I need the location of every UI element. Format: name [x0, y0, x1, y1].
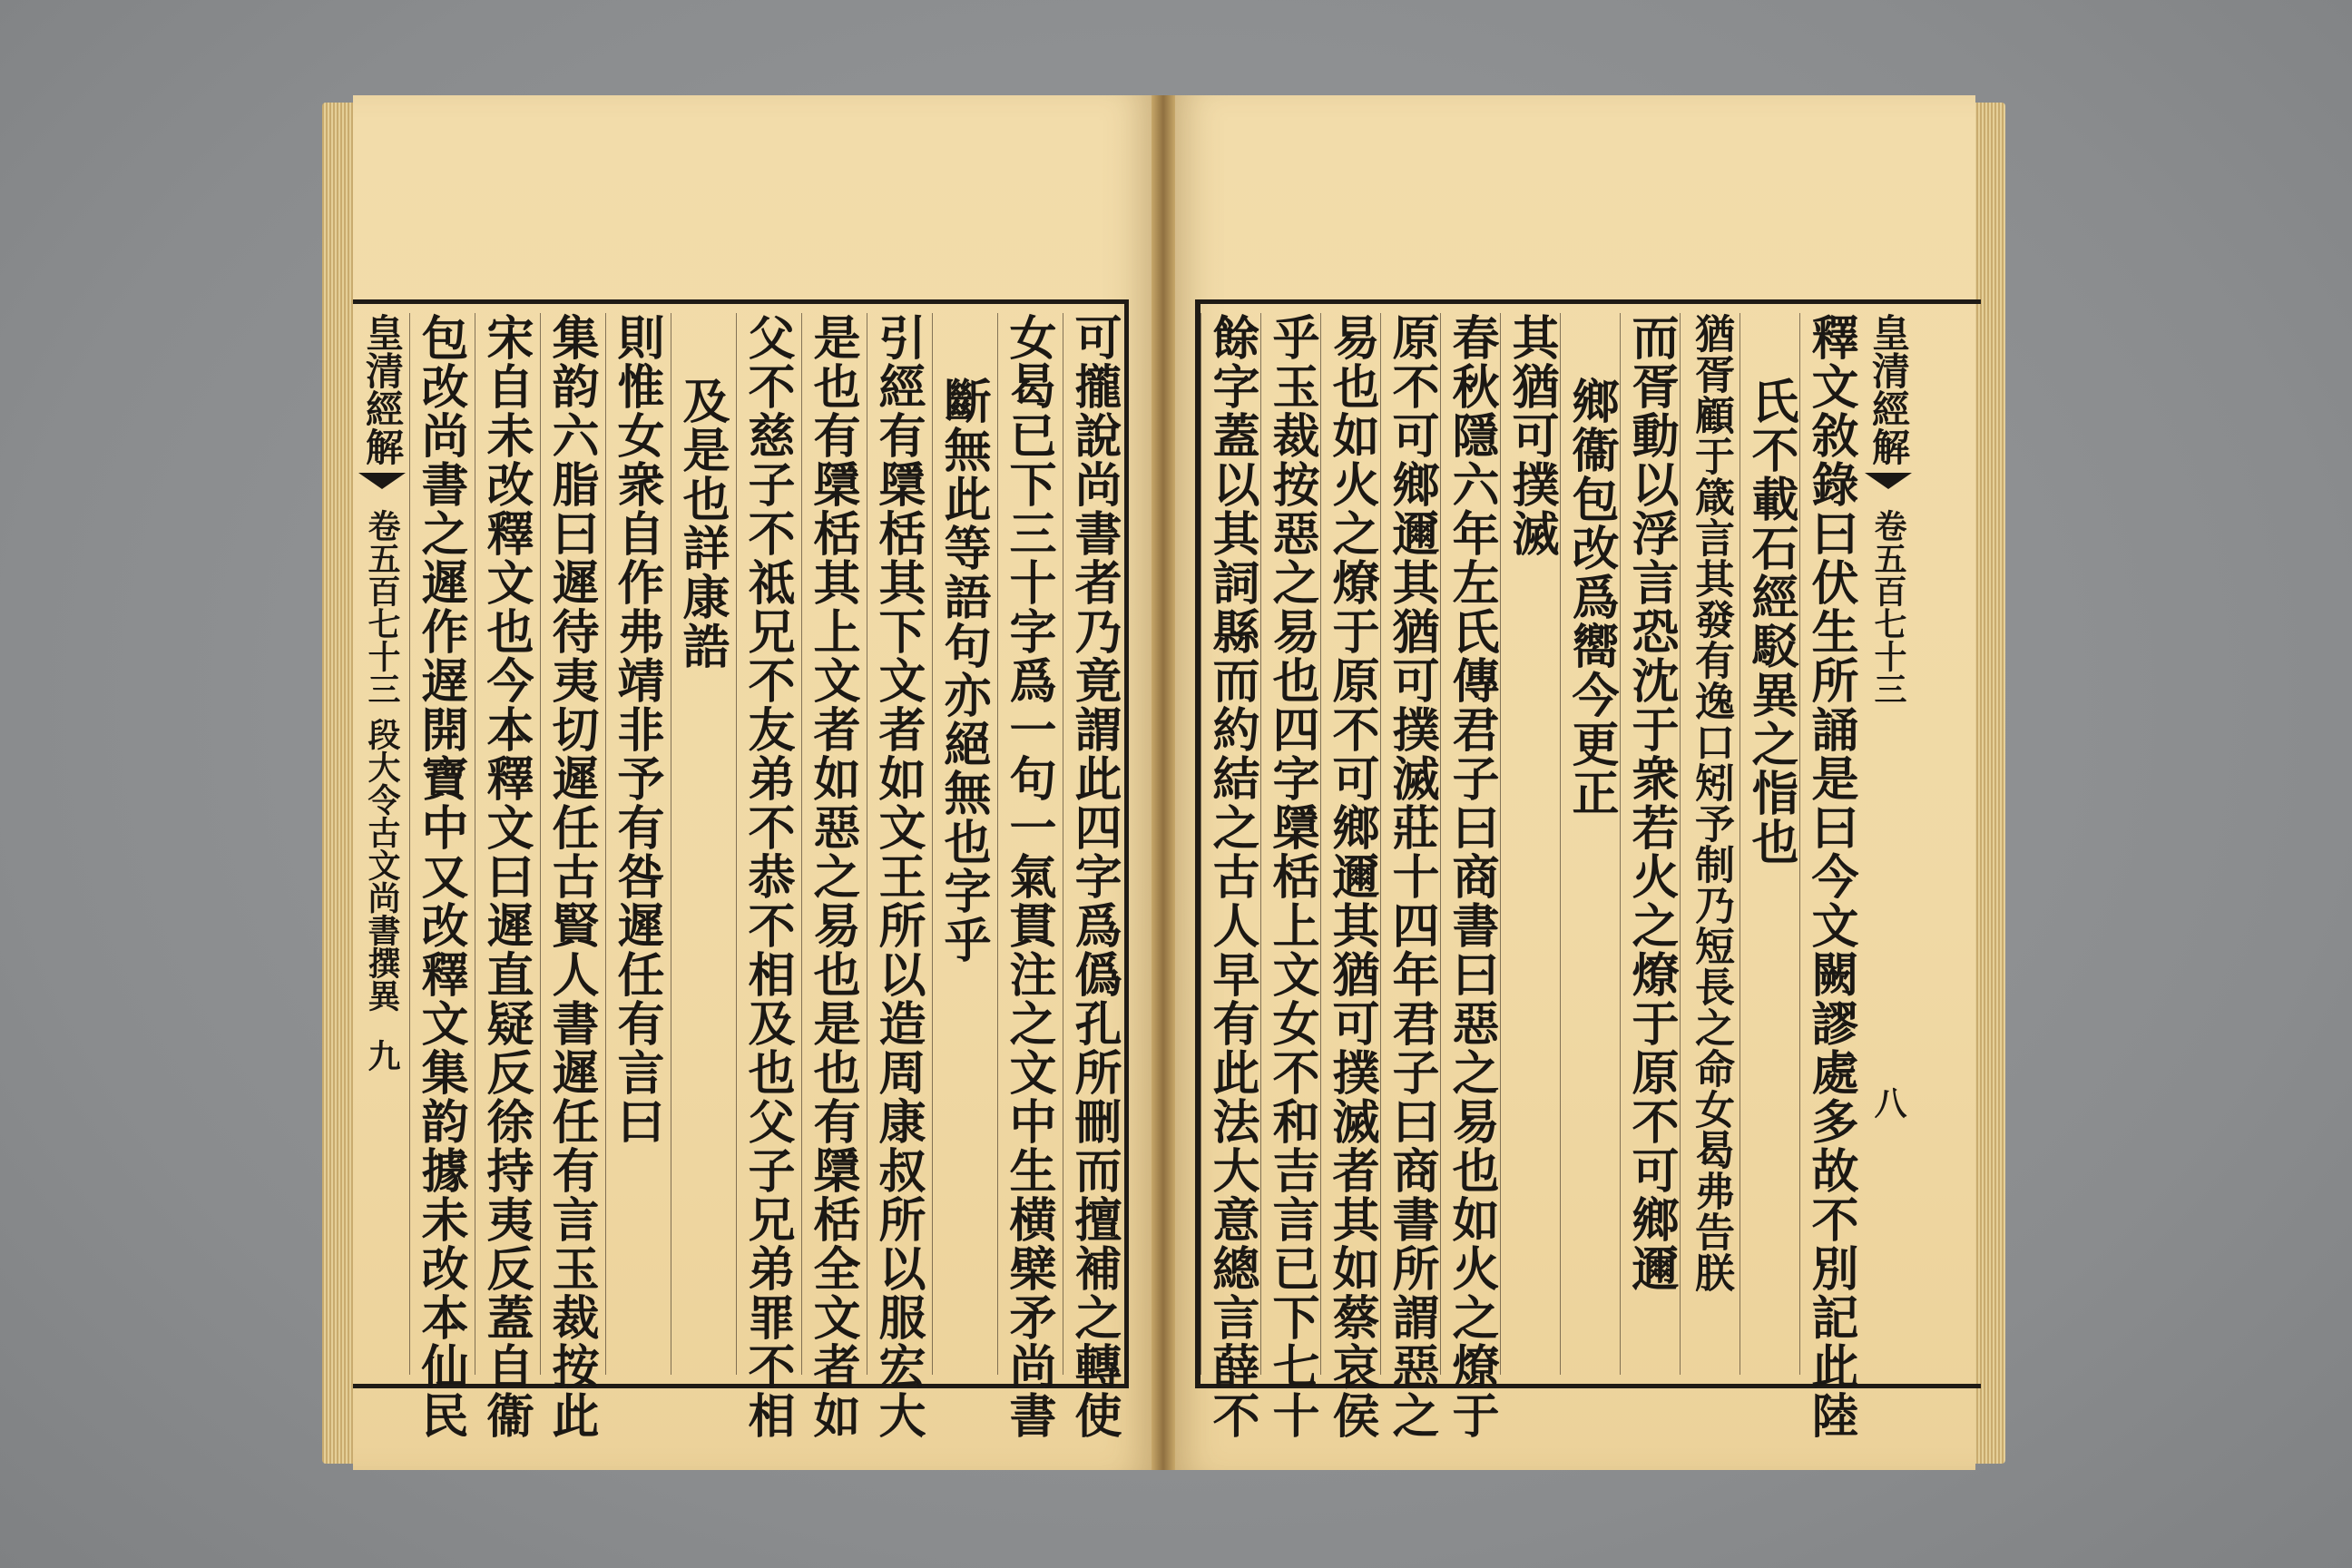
- text-column: 宋自未改釋文也今本釋文曰遲直疑反徐持夷反蓋自衞: [475, 313, 535, 1375]
- text-column: 氏不載石經駁異之恉也: [1740, 313, 1800, 1375]
- text-column: 父不慈子不祗兄不友弟不恭不相及也父子兄弟罪不相: [736, 313, 797, 1375]
- text-column: 而胥動以浮言恐沈于衆若火之燎于原不可鄉邇: [1620, 313, 1681, 1375]
- text-column: 釋文敘錄曰伏生所誦是曰今文闕謬處多故不別記此陸: [1799, 313, 1860, 1375]
- left-page: [353, 95, 1152, 1470]
- text-column: 乎玉裁按惡之易也四字檃栝上文女不和吉言已下七十: [1260, 313, 1321, 1375]
- left-text-frame: [353, 299, 1129, 1440]
- text-column: 則惟女衆自作弗靖非予有咎遲任有言曰: [605, 313, 666, 1375]
- left-page-banxin: [355, 313, 409, 1375]
- right-text-frame: [1195, 299, 1981, 1440]
- text-column: 女曷已下三十字爲一句一氣貫注之文中生横檗矛尚書: [997, 313, 1058, 1375]
- left-page-edges: [322, 103, 355, 1464]
- banxin-page-number: 八: [1869, 1086, 1907, 1119]
- text-column: 猶胥顧于箴言其發有逸口矧予制乃短長之命女曷弗告朕: [1680, 313, 1740, 1375]
- text-column: 春秋隱六年左氏傳君子曰商書曰惡之易也如火之燎于: [1440, 313, 1501, 1375]
- text-column: 引經有檃栝其下文者如文王所以造周康叔所以服宏大: [867, 313, 927, 1375]
- text-column: 可攏說尚書者乃竟謂此四字爲僞孔所刪而擅補之轉使: [1063, 313, 1123, 1375]
- banxin-title: 皇清經解: [1867, 313, 1911, 466]
- text-column: 易也如火之燎于原不可鄉邇其猶可撲滅者其如蔡哀侯: [1320, 313, 1381, 1375]
- banxin-section: 段大令古文尚書撰異: [363, 718, 401, 1012]
- text-column: 餘字蓋以其詞縣而約結之古人早有此法大意總言薛不: [1200, 313, 1261, 1375]
- banxin-page-number: 九: [363, 1039, 401, 1072]
- book-gutter: [1152, 95, 1175, 1470]
- fishtail-mark: [1865, 473, 1912, 489]
- banxin-title: 皇清經解: [360, 313, 405, 466]
- right-page: [1175, 95, 1975, 1470]
- banxin-juan: 卷五百七十三: [1869, 509, 1907, 705]
- text-column: 其猶可撲滅: [1500, 313, 1561, 1375]
- text-column: 鄉衞包改爲嚮今更正: [1560, 313, 1621, 1375]
- open-book: [322, 95, 2005, 1470]
- text-column: 集韵六脂曰遲待夷切遲任古賢人書遲任有言玉裁按此: [540, 313, 601, 1375]
- text-column: 是也有檃栝其上文者如惡之易也是也有檃栝全文者如: [801, 313, 862, 1375]
- banxin-juan: 卷五百七十三: [363, 509, 401, 705]
- right-page-banxin: [1861, 313, 1916, 1375]
- text-column: 包改尚書之遲作遟開寶中又改釋文集韵據未改本仙民: [409, 313, 470, 1375]
- text-column: 原不可鄉邇其猶可撲滅莊十四年君子曰商書所謂惡之: [1380, 313, 1441, 1375]
- text-column: 斷無此等語句亦絕無也字乎: [932, 313, 993, 1375]
- fishtail-mark: [358, 473, 406, 489]
- text-column: 及是也詳康誥: [671, 313, 731, 1375]
